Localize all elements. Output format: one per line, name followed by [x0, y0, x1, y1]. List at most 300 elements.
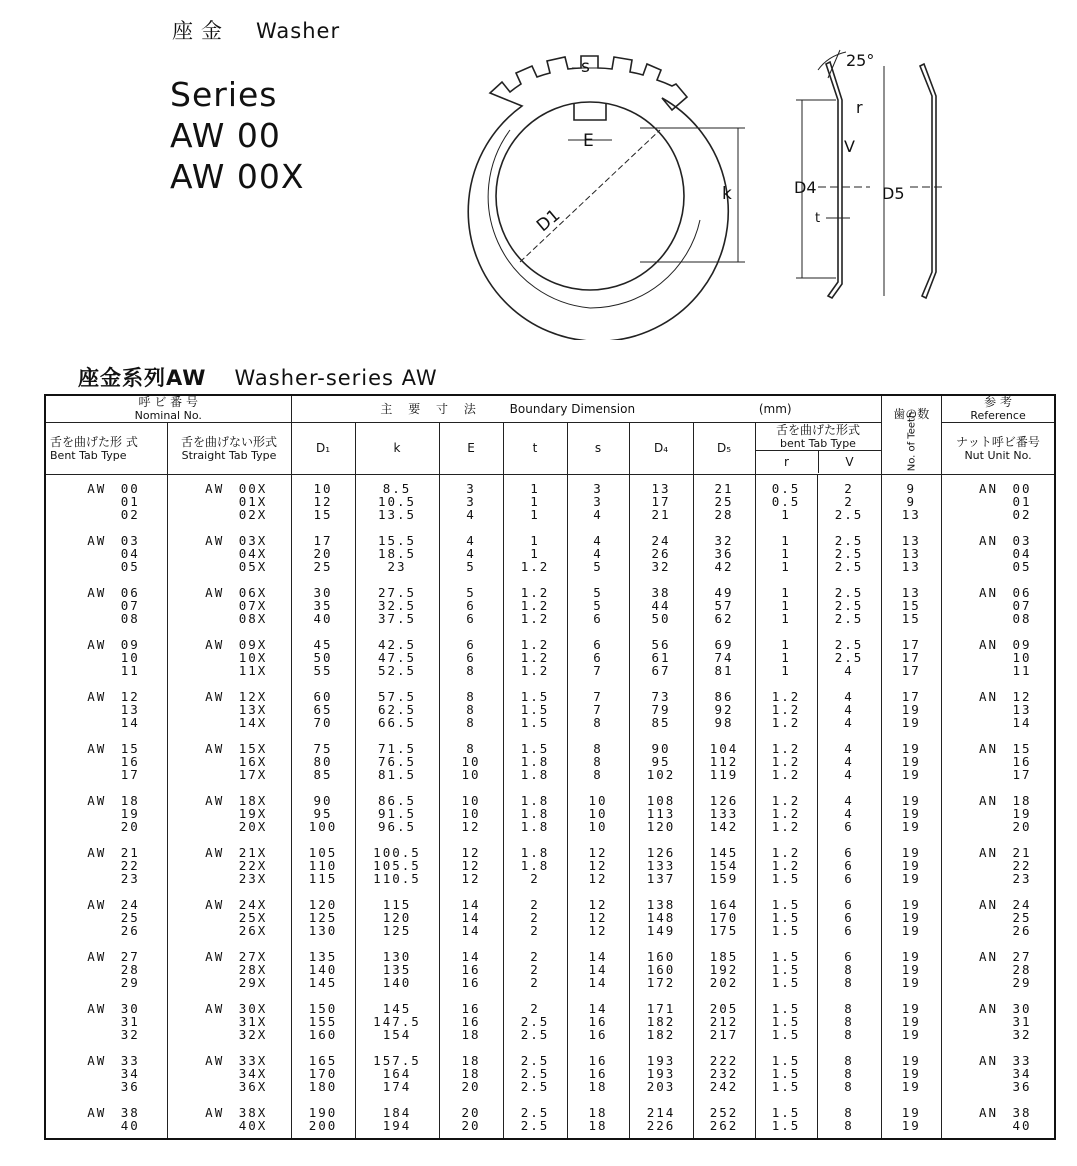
nut-unit-prefix: AN: [978, 1001, 999, 1016]
washer-mid-ring-2: [590, 220, 700, 308]
v-cell: 4 4 6: [817, 787, 881, 839]
teeth-cell: 19 19 19: [881, 839, 942, 891]
d1-cell: 30 35 40: [291, 579, 355, 631]
table-row: [45, 943, 1055, 995]
series-line-1: Series: [170, 75, 278, 114]
s-cell: 18 18: [567, 1099, 629, 1139]
straight-type-codes: 15X 16X 17X: [238, 741, 268, 782]
section-title-jp: 座金系列AW: [78, 366, 207, 390]
d4-cell: 138 148 149: [629, 891, 693, 943]
bent-tab-dims-en: bent Tab Type: [756, 437, 881, 451]
bent-type-prefix: AW: [87, 1105, 107, 1120]
label-t: t: [815, 211, 821, 226]
t-cell: 2.5 2.5 2.5: [503, 1047, 567, 1099]
d5-cell: 222 232 242: [693, 1047, 755, 1099]
straight-type-prefix: AW: [205, 689, 225, 704]
bent-type-codes: 33 34 36: [120, 1053, 140, 1094]
washer-spec-table: [44, 394, 1056, 1140]
straight-type-cell: [167, 527, 291, 579]
table-row: [45, 683, 1055, 735]
washer-diagram: [0, 0, 1077, 340]
d5-cell: 252 262: [693, 1099, 755, 1139]
nut-unit-codes: 18 19 20: [1012, 793, 1032, 834]
label-e: E: [583, 131, 594, 151]
bent-type-codes: 24 25 26: [120, 897, 140, 938]
teeth-cell: 19 19 19: [881, 1047, 942, 1099]
table-row: [45, 1099, 1055, 1139]
bent-type-prefix: AW: [87, 689, 107, 704]
nut-unit-prefix: AN: [978, 741, 999, 756]
table-row: [45, 475, 1055, 528]
bent-type-prefix: AW: [87, 1001, 107, 1016]
d5-cell: 21 25 28: [693, 475, 755, 528]
nominal-header-en: Nominal No.: [134, 409, 202, 422]
teeth-cell: 19 19 19: [881, 995, 942, 1047]
k-cell: 57.5 62.5 66.5: [355, 683, 439, 735]
nut-unit-codes: 24 25 26: [1012, 897, 1032, 938]
v-cell: 8 8 8: [817, 995, 881, 1047]
nut-unit-codes: 15 16 17: [1012, 741, 1032, 782]
bent-type-codes: 27 28 29: [120, 949, 140, 990]
straight-type-prefix: AW: [205, 637, 225, 652]
nut-unit-cell: [942, 683, 1055, 735]
d5-cell: 49 57 62: [693, 579, 755, 631]
r-cell: 1 1 1: [755, 527, 817, 579]
straight-type-header: [167, 423, 291, 475]
table-row: [45, 631, 1055, 683]
nut-unit-prefix: AN: [978, 481, 999, 496]
r-cell: 1.2 1.2 1.2: [755, 787, 817, 839]
table-row: [45, 579, 1055, 631]
nut-unit-cell: [942, 891, 1055, 943]
nut-header-jp: ナット呼ビ番号: [956, 434, 1040, 449]
straight-type-prefix: AW: [205, 1105, 225, 1120]
d4-cell: 13 17 21: [629, 475, 693, 528]
d1-cell: 45 50 55: [291, 631, 355, 683]
d1-cell: 150 155 160: [291, 995, 355, 1047]
d4-cell: 214 226: [629, 1099, 693, 1139]
nut-unit-cell: [942, 527, 1055, 579]
d5-cell: 69 74 81: [693, 631, 755, 683]
teeth-cell: 13 13 13: [881, 527, 942, 579]
e-cell: 12 12 12: [439, 839, 503, 891]
nut-unit-codes: 30 31 32: [1012, 1001, 1032, 1042]
r-cell: 1 1 1: [755, 579, 817, 631]
col-d4-header: D₄: [629, 423, 693, 475]
bent-type-header-en: Bent Tab Type: [50, 448, 127, 462]
d5-cell: 145 154 159: [693, 839, 755, 891]
t-cell: 1.2 1.2 1.2: [503, 579, 567, 631]
t-cell: 1 1 1.2: [503, 527, 567, 579]
d1-cell: 165 170 180: [291, 1047, 355, 1099]
s-cell: 4 4 5: [567, 527, 629, 579]
straight-type-cell: [167, 1099, 291, 1139]
t-cell: 1.8 1.8 1.8: [503, 787, 567, 839]
reference-header: [942, 395, 1055, 423]
s-cell: 8 8 8: [567, 735, 629, 787]
d4-cell: 38 44 50: [629, 579, 693, 631]
e-cell: 14 16 16: [439, 943, 503, 995]
nut-unit-cell: [942, 475, 1055, 528]
table-row: [45, 995, 1055, 1047]
s-cell: 6 6 7: [567, 631, 629, 683]
col-t-header: t: [503, 423, 567, 475]
straight-type-cell: [167, 839, 291, 891]
d4-cell: 126 133 137: [629, 839, 693, 891]
unit-label: (mm): [758, 401, 792, 416]
d5-cell: 205 212 217: [693, 995, 755, 1047]
d5-cell: 104 112 119: [693, 735, 755, 787]
teeth-cell: 19 19 19: [881, 891, 942, 943]
bent-type-codes: 30 31 32: [120, 1001, 140, 1042]
bent-type-cell: [45, 631, 167, 683]
table-row: [45, 735, 1055, 787]
teeth-cell: 17 17 17: [881, 631, 942, 683]
teeth-cell: 9 9 13: [881, 475, 942, 528]
e-cell: 14 14 14: [439, 891, 503, 943]
nut-unit-cell: [942, 943, 1055, 995]
s-cell: 16 16 18: [567, 1047, 629, 1099]
bent-type-cell: [45, 839, 167, 891]
straight-type-codes: 33X 34X 36X: [238, 1053, 268, 1094]
reference-header-en: Reference: [970, 409, 1026, 422]
straight-type-prefix: AW: [205, 1001, 225, 1016]
k-cell: 157.5 164 174: [355, 1047, 439, 1099]
d4-cell: 90 95 102: [629, 735, 693, 787]
bent-type-prefix: AW: [87, 897, 107, 912]
d5-cell: 32 36 42: [693, 527, 755, 579]
e-cell: 8 10 10: [439, 735, 503, 787]
bent-type-codes: 09 10 11: [120, 637, 140, 678]
nut-unit-cell: [942, 787, 1055, 839]
teeth-header-jp: 歯の数: [893, 406, 930, 421]
reference-header-jp: 参 考: [984, 395, 1012, 409]
d5-cell: 185 192 202: [693, 943, 755, 995]
e-cell: 6 6 8: [439, 631, 503, 683]
label-v: V: [844, 137, 855, 156]
teeth-cell: 19 19 19: [881, 787, 942, 839]
nut-unit-prefix: AN: [978, 845, 999, 860]
bent-tab-dims-header: [755, 423, 881, 475]
s-cell: 5 5 6: [567, 579, 629, 631]
bent-type-cell: [45, 787, 167, 839]
nut-unit-prefix: AN: [978, 1053, 999, 1068]
nut-unit-codes: 03 04 05: [1012, 533, 1032, 574]
straight-type-cell: [167, 631, 291, 683]
straight-type-codes: 27X 28X 29X: [238, 949, 268, 990]
bent-type-codes: 38 40: [120, 1105, 140, 1133]
bent-tab-dims-jp: 舌を曲げた形式: [775, 423, 860, 437]
washer-side-view: [826, 62, 936, 298]
bent-type-header: [45, 423, 167, 475]
d1-cell: 75 80 85: [291, 735, 355, 787]
nut-unit-codes: 09 10 11: [1012, 637, 1032, 678]
bent-type-cell: [45, 1047, 167, 1099]
boundary-header: [291, 395, 881, 423]
col-k-header: k: [355, 423, 439, 475]
k-cell: 27.5 32.5 37.5: [355, 579, 439, 631]
bent-type-prefix: AW: [87, 481, 107, 496]
straight-type-codes: 12X 13X 14X: [238, 689, 268, 730]
nut-unit-codes: 12 13 14: [1012, 689, 1032, 730]
bent-type-prefix: AW: [87, 1053, 107, 1068]
nominal-header-jp: 呼 ビ 番 号: [138, 395, 198, 409]
straight-type-prefix: AW: [205, 533, 225, 548]
straight-type-cell: [167, 579, 291, 631]
straight-type-prefix: AW: [205, 897, 225, 912]
boundary-header-jp: 主 要 寸 法: [380, 401, 482, 416]
e-cell: 5 6 6: [439, 579, 503, 631]
t-cell: 1.8 1.8 2: [503, 839, 567, 891]
nut-unit-cell: [942, 1047, 1055, 1099]
s-cell: 3 3 4: [567, 475, 629, 528]
bent-type-codes: 06 07 08: [120, 585, 140, 626]
nut-unit-cell: [942, 995, 1055, 1047]
straight-type-codes: 18X 19X 20X: [238, 793, 268, 834]
s-cell: 7 7 8: [567, 683, 629, 735]
d1-cell: 10 12 15: [291, 475, 355, 528]
bent-type-cell: [45, 995, 167, 1047]
nut-unit-cell: [942, 839, 1055, 891]
k-cell: 184 194: [355, 1099, 439, 1139]
nut-unit-codes: 38 40: [1012, 1105, 1032, 1133]
nut-unit-cell: [942, 1099, 1055, 1139]
bent-type-header-jp: 舌を曲げた形 式: [50, 434, 138, 449]
straight-type-cell: [167, 995, 291, 1047]
t-cell: 1.2 1.2 1.2: [503, 631, 567, 683]
bent-type-prefix: AW: [87, 949, 107, 964]
nut-unit-prefix: AN: [978, 949, 999, 964]
k-cell: 8.5 10.5 13.5: [355, 475, 439, 528]
e-cell: 18 18 20: [439, 1047, 503, 1099]
nut-unit-cell: [942, 631, 1055, 683]
page-title-en: Washer: [256, 19, 341, 43]
bent-type-prefix: AW: [87, 533, 107, 548]
table-row: [45, 891, 1055, 943]
teeth-cell: 17 19 19: [881, 683, 942, 735]
r-cell: 1.5 1.5 1.5: [755, 943, 817, 995]
bent-type-cell: [45, 683, 167, 735]
r-cell: 1.2 1.2 1.2: [755, 683, 817, 735]
e-cell: 3 3 4: [439, 475, 503, 528]
label-s: s: [581, 57, 590, 77]
nut-unit-prefix: AN: [978, 1105, 999, 1120]
bent-type-codes: 18 19 20: [120, 793, 140, 834]
v-cell: 2.5 2.5 2.5: [817, 527, 881, 579]
washer-outer-toothed-edge: [468, 56, 728, 340]
label-k: k: [722, 184, 732, 204]
v-cell: 4 4 4: [817, 683, 881, 735]
t-cell: 2 2.5 2.5: [503, 995, 567, 1047]
r-cell: 1.5 1.5 1.5: [755, 891, 817, 943]
straight-type-codes: 03X 04X 05X: [238, 533, 268, 574]
washer-inner-tab: [574, 104, 606, 120]
straight-type-cell: [167, 891, 291, 943]
nut-header-en: Nut Unit No.: [964, 448, 1032, 462]
e-cell: 16 16 18: [439, 995, 503, 1047]
front-view-dimensions: [520, 68, 745, 262]
nut-header: [942, 423, 1055, 475]
teeth-header: [881, 395, 942, 475]
table-row: [45, 839, 1055, 891]
straight-type-codes: 21X 22X 23X: [238, 845, 268, 886]
nut-unit-prefix: AN: [978, 637, 999, 652]
page-title-jp: 座金: [172, 19, 230, 43]
v-cell: 2.5 2.5 2.5: [817, 579, 881, 631]
r-cell: 1 1 1: [755, 631, 817, 683]
bent-type-codes: 21 22 23: [120, 845, 140, 886]
nut-unit-cell: [942, 579, 1055, 631]
t-cell: 1.5 1.8 1.8: [503, 735, 567, 787]
bent-type-prefix: AW: [87, 741, 107, 756]
k-cell: 15.5 18.5 23: [355, 527, 439, 579]
bent-type-cell: [45, 579, 167, 631]
r-cell: 1.2 1.2 1.2: [755, 735, 817, 787]
straight-type-codes: 24X 25X 26X: [238, 897, 268, 938]
nut-unit-codes: 33 34 36: [1012, 1053, 1032, 1094]
bent-type-cell: [45, 1099, 167, 1139]
label-d4: D4: [794, 178, 817, 197]
v-cell: 6 6 6: [817, 891, 881, 943]
d1-cell: 60 65 70: [291, 683, 355, 735]
teeth-cell: 19 19 19: [881, 735, 942, 787]
v-cell: 6 6 6: [817, 839, 881, 891]
v-cell: 2.5 2.5 4: [817, 631, 881, 683]
nut-unit-codes: 21 22 23: [1012, 845, 1032, 886]
teeth-cell: 19 19: [881, 1099, 942, 1139]
col-d5-header: D₅: [693, 423, 755, 475]
series-line-3: AW 00X: [170, 157, 305, 196]
t-cell: 2 2 2: [503, 943, 567, 995]
table-row: [45, 787, 1055, 839]
nut-unit-cell: [942, 735, 1055, 787]
nut-unit-codes: 06 07 08: [1012, 585, 1032, 626]
v-cell: 4 4 4: [817, 735, 881, 787]
d1-cell: 17 20 25: [291, 527, 355, 579]
side-view-dimensions: [796, 50, 944, 296]
straight-type-codes: 30X 31X 32X: [238, 1001, 268, 1042]
s-cell: 10 10 10: [567, 787, 629, 839]
k-cell: 130 135 140: [355, 943, 439, 995]
d1-cell: 190 200: [291, 1099, 355, 1139]
r-cell: 1.5 1.5: [755, 1099, 817, 1139]
straight-type-cell: [167, 475, 291, 528]
k-cell: 115 120 125: [355, 891, 439, 943]
section-title: [78, 362, 438, 392]
col-d1-header: D₁: [291, 423, 355, 475]
d5-cell: 126 133 142: [693, 787, 755, 839]
teeth-cell: 19 19 19: [881, 943, 942, 995]
straight-type-prefix: AW: [205, 949, 225, 964]
e-cell: 10 10 12: [439, 787, 503, 839]
k-cell: 145 147.5 154: [355, 995, 439, 1047]
d4-cell: 56 61 67: [629, 631, 693, 683]
table-row: [45, 527, 1055, 579]
straight-type-prefix: AW: [205, 1053, 225, 1068]
bent-type-codes: 15 16 17: [120, 741, 140, 782]
boundary-header-en: Boundary Dimension: [509, 401, 636, 416]
nominal-header: [45, 395, 291, 423]
bent-type-prefix: AW: [87, 637, 107, 652]
washer-front-view: [468, 56, 728, 340]
bent-type-prefix: AW: [87, 793, 107, 808]
r-cell: 1.5 1.5 1.5: [755, 995, 817, 1047]
bent-type-codes: 03 04 05: [120, 533, 140, 574]
label-d1: D1: [533, 205, 565, 237]
bent-type-codes: 00 01 02: [120, 481, 140, 522]
t-cell: 2 2 2: [503, 891, 567, 943]
straight-type-prefix: AW: [205, 481, 225, 496]
bent-type-cell: [45, 475, 167, 528]
nut-unit-prefix: AN: [978, 793, 999, 808]
bent-type-codes: 12 13 14: [120, 689, 140, 730]
k-cell: 42.5 47.5 52.5: [355, 631, 439, 683]
col-s-header: s: [567, 423, 629, 475]
col-e-header: E: [439, 423, 503, 475]
table-row: [45, 1047, 1055, 1099]
d1-cell: 90 95 100: [291, 787, 355, 839]
s-cell: 12 12 12: [567, 891, 629, 943]
label-angle: 25°: [846, 51, 875, 70]
straight-type-prefix: AW: [205, 585, 225, 600]
d4-cell: 73 79 85: [629, 683, 693, 735]
r-cell: 0.5 0.5 1: [755, 475, 817, 528]
r-cell: 1.2 1.2 1.5: [755, 839, 817, 891]
v-cell: 2 2 2.5: [817, 475, 881, 528]
k-cell: 71.5 76.5 81.5: [355, 735, 439, 787]
d4-cell: 160 160 172: [629, 943, 693, 995]
col-r-header: r: [756, 451, 819, 473]
label-r: r: [856, 98, 863, 117]
straight-type-cell: [167, 1047, 291, 1099]
d1-cell: 135 140 145: [291, 943, 355, 995]
d4-cell: 24 26 32: [629, 527, 693, 579]
d5-cell: 86 92 98: [693, 683, 755, 735]
straight-type-cell: [167, 943, 291, 995]
label-d5: D5: [882, 184, 905, 203]
s-cell: 14 14 14: [567, 943, 629, 995]
col-v-header: V: [845, 455, 854, 469]
v-cell: 6 8 8: [817, 943, 881, 995]
straight-type-codes: 00X 01X 02X: [238, 481, 268, 522]
bent-type-prefix: AW: [87, 585, 107, 600]
straight-type-header-en: Straight Tab Type: [181, 448, 277, 462]
straight-type-cell: [167, 735, 291, 787]
bent-type-cell: [45, 891, 167, 943]
straight-type-codes: 38X 40X: [238, 1105, 268, 1133]
t-cell: 2.5 2.5: [503, 1099, 567, 1139]
d5-cell: 164 170 175: [693, 891, 755, 943]
nut-unit-prefix: AN: [978, 689, 999, 704]
straight-type-prefix: AW: [205, 741, 225, 756]
d4-cell: 193 193 203: [629, 1047, 693, 1099]
v-cell: 8 8 8: [817, 1047, 881, 1099]
s-cell: 14 16 16: [567, 995, 629, 1047]
v-cell: 8 8: [817, 1099, 881, 1139]
r-cell: 1.5 1.5 1.5: [755, 1047, 817, 1099]
teeth-header-en: No. of Teeth: [905, 411, 917, 472]
nut-unit-prefix: AN: [978, 585, 999, 600]
nut-unit-prefix: AN: [978, 897, 999, 912]
section-title-en: Washer-series AW: [234, 366, 438, 390]
straight-type-cell: [167, 683, 291, 735]
bent-type-prefix: AW: [87, 845, 107, 860]
side-profile-right: [920, 64, 936, 298]
nut-unit-codes: 27 28 29: [1012, 949, 1032, 990]
k-cell: 86.5 91.5 96.5: [355, 787, 439, 839]
straight-type-prefix: AW: [205, 793, 225, 808]
k-cell: 100.5 105.5 110.5: [355, 839, 439, 891]
